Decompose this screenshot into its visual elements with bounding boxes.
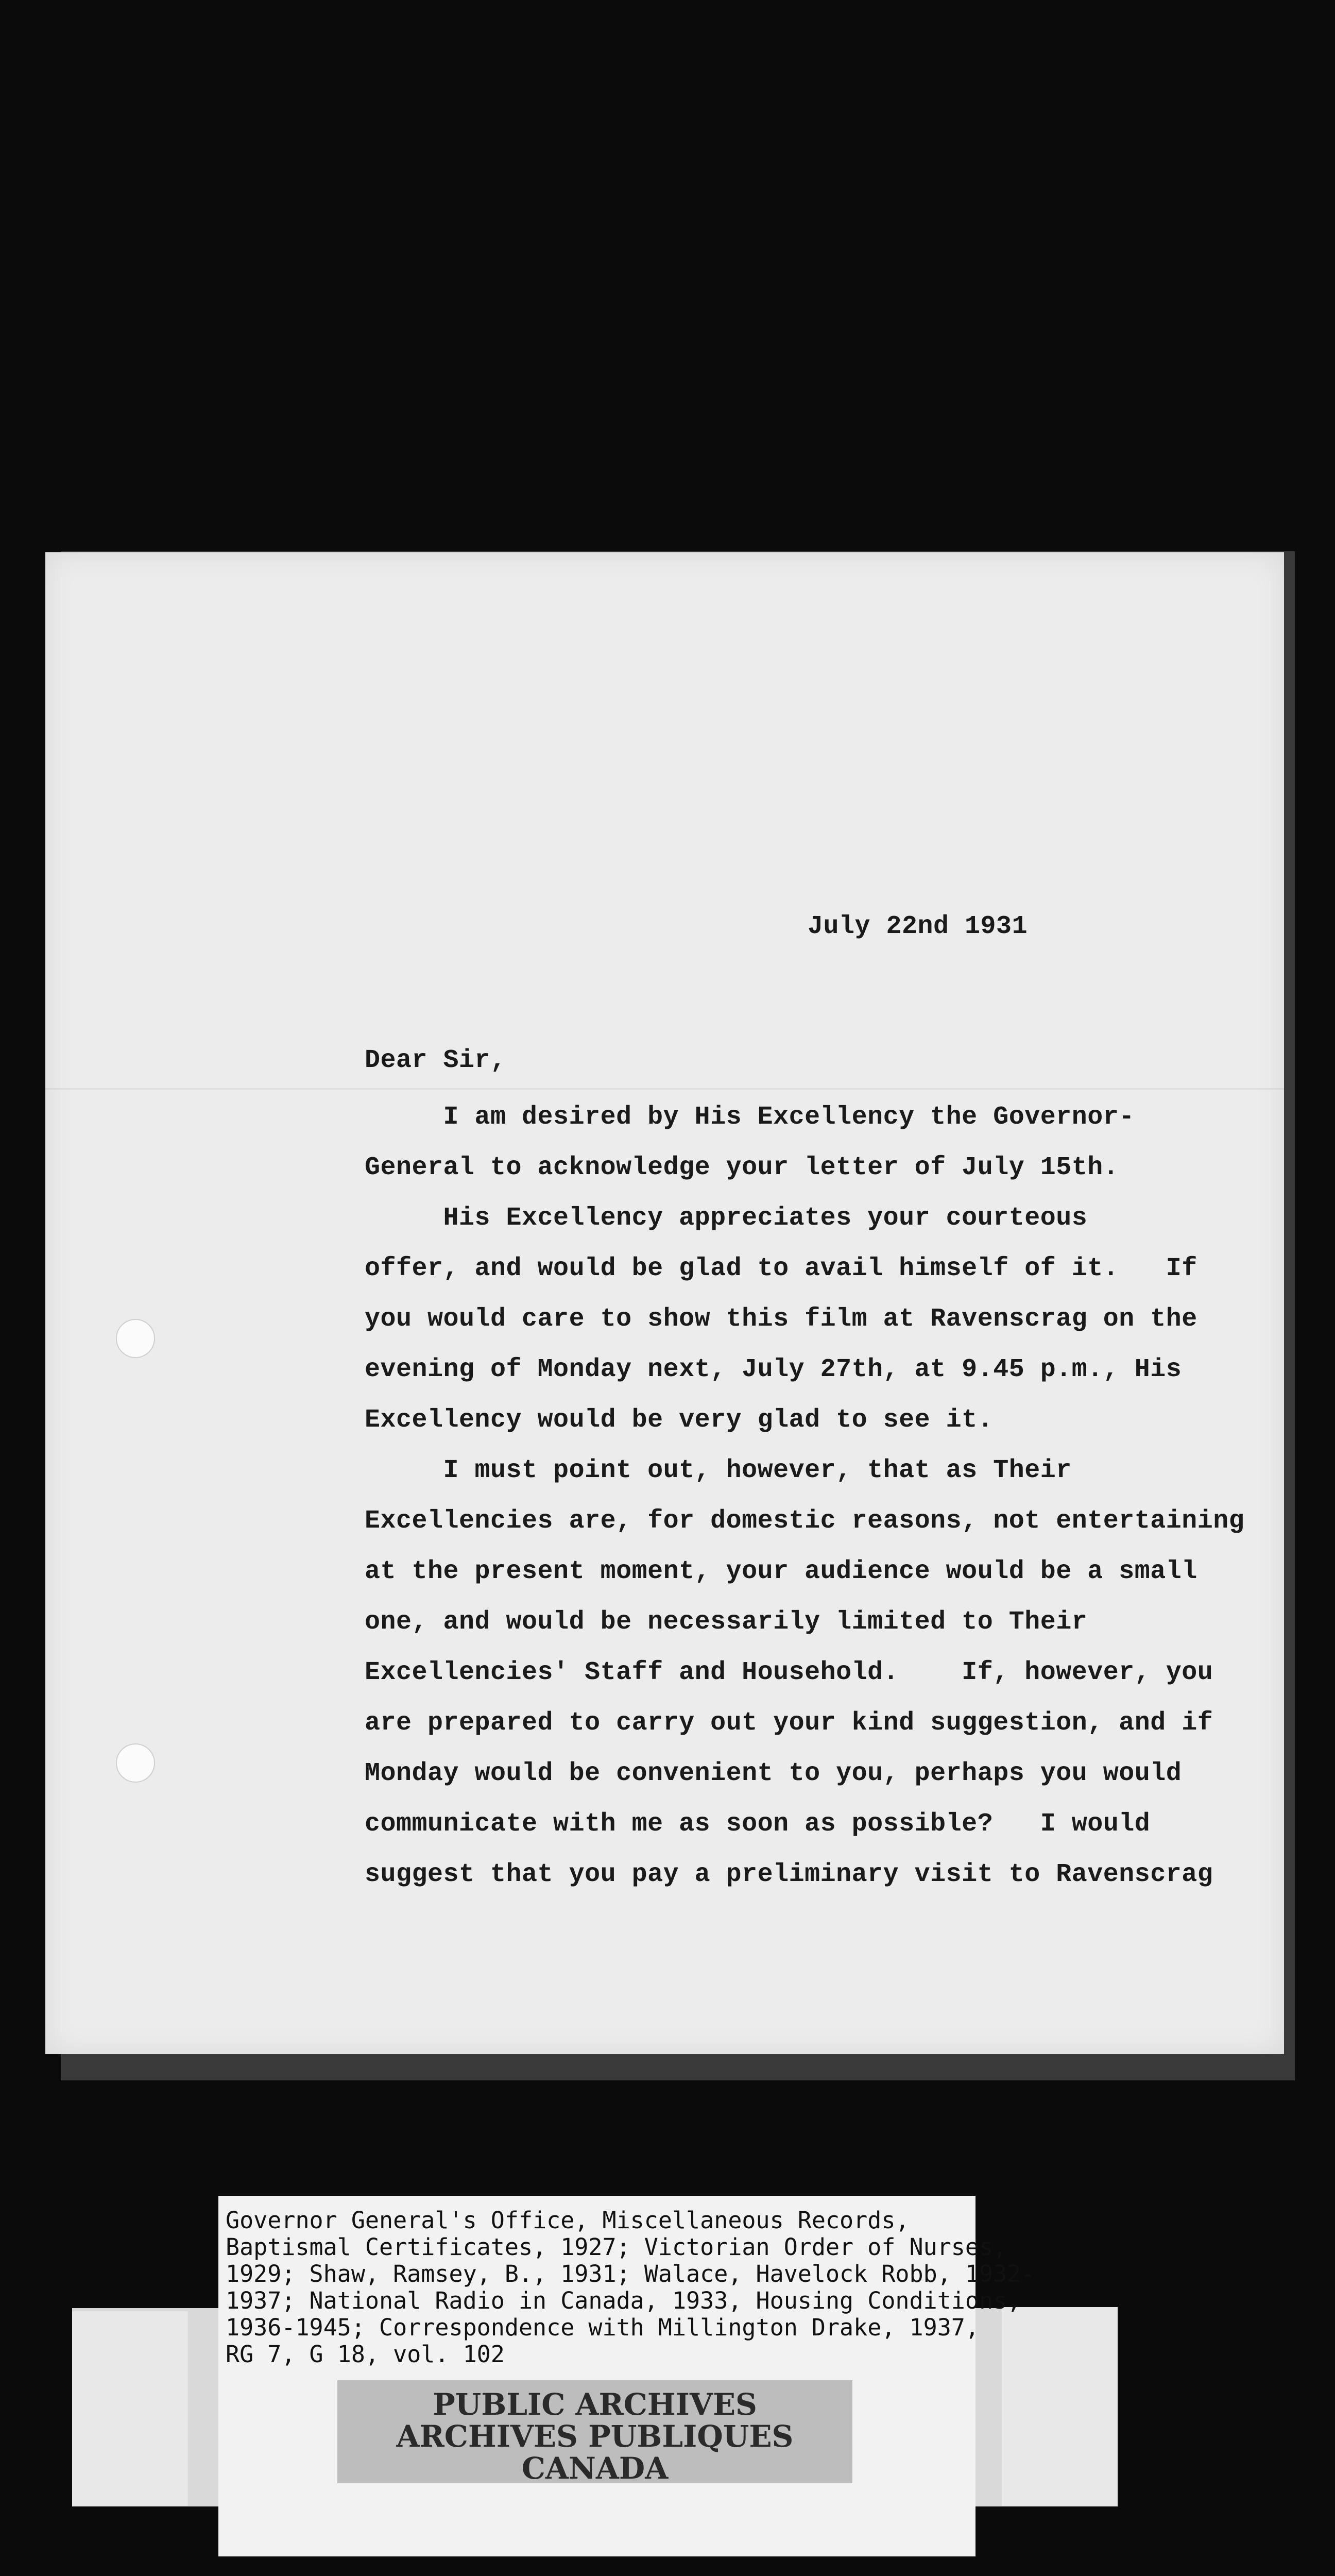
letter-line: I am desired by His Excellency the Governor- xyxy=(365,1103,1135,1132)
fold-line xyxy=(45,1088,1284,1090)
archive-caption-text xyxy=(226,2207,1035,2368)
letter-body xyxy=(365,1092,1245,1900)
letter-line: evening of Monday next, July 27th, at 9.45 p.m., His xyxy=(365,1355,1182,1384)
caption-line: RG 7, G 18, vol. 102 xyxy=(226,2341,505,2368)
letter-line: are prepared to carry out your kind suggestion, and if xyxy=(365,1708,1213,1738)
letter-line: Excellencies are, for domestic reasons, not entertaining xyxy=(365,1506,1245,1536)
letter-line: communicate with me as soon as possible? I would xyxy=(365,1809,1151,1839)
caption-line: 1929; Shaw, Ramsey, B., 1931; Walace, Havelock Robb, 1932- xyxy=(226,2260,1035,2287)
caption-line: 1936-1945; Correspondence with Millington Drake, 1937, xyxy=(226,2314,979,2341)
punch-hole-lower xyxy=(116,1743,155,1783)
letter-line: Excellency would be very glad to see it. xyxy=(365,1405,994,1435)
stamp-line-2: ARCHIVES PUBLIQUES xyxy=(396,2419,794,2454)
letter-line: at the present moment, your audience would be a small xyxy=(365,1557,1197,1586)
stamp-line-3: CANADA xyxy=(521,2451,669,2486)
letter-line: one, and would be necessarily limited to Their xyxy=(365,1607,1088,1637)
archive-caption-label xyxy=(218,2196,1035,2556)
archive-stamp-tab-left xyxy=(72,2311,188,2506)
letter-line: offer, and would be glad to avail himself of it. If xyxy=(365,1254,1197,1283)
stamp-line-1: PUBLIC ARCHIVES xyxy=(433,2387,757,2422)
letter-line: Excellencies' Staff and Household. If, however, you xyxy=(365,1658,1213,1687)
letter-line: you would care to show this film at Ravenscrag on the xyxy=(365,1304,1197,1334)
letter-line: Monday would be convenient to you, perhaps you would xyxy=(365,1759,1182,1788)
letter-line: suggest that you pay a preliminary visit to Ravenscrag xyxy=(365,1860,1213,1889)
letter-date: July 22nd 1931 xyxy=(808,912,1028,941)
punch-hole-upper xyxy=(116,1319,155,1358)
letter-line: General to acknowledge your letter of July 15th. xyxy=(365,1153,1119,1182)
letter-salutation: Dear Sir, xyxy=(365,1046,506,1075)
letter-line: His Excellency appreciates your courteous xyxy=(365,1204,1088,1233)
caption-line: Governor General's Office, Miscellaneous Records, xyxy=(226,2207,910,2234)
caption-line: Baptismal Certificates, 1927; Victorian Order of Nurses, xyxy=(226,2233,1007,2261)
public-archives-stamp xyxy=(337,2380,852,2486)
letter-line: I must point out, however, that as Their xyxy=(365,1456,1072,1485)
caption-line: 1937; National Radio in Canada, 1933, Housing Conditions, xyxy=(226,2287,1021,2314)
